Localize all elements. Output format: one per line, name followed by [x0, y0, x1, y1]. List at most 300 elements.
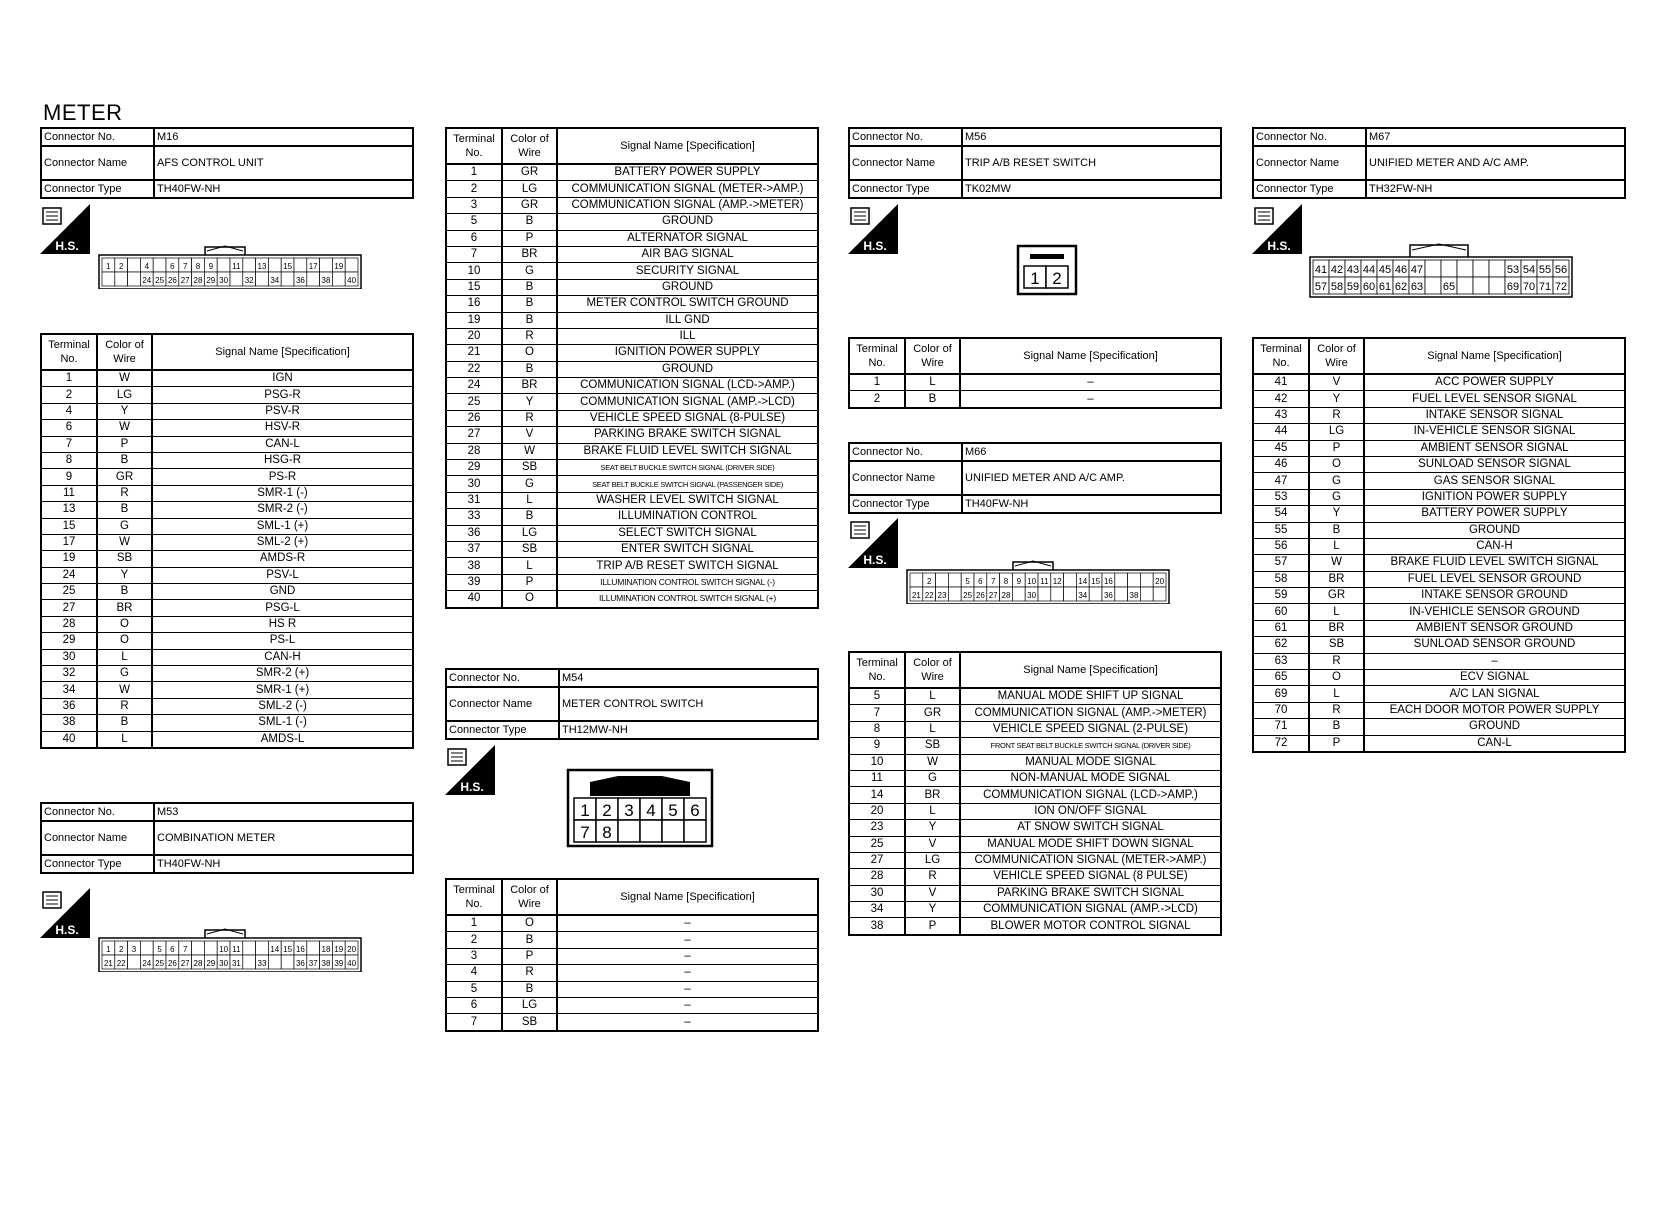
color-of-wire-header: Color of Wire: [502, 128, 557, 164]
signal-name-cell: AMBIENT SENSOR SIGNAL: [1364, 440, 1625, 456]
wire-color-cell: W: [97, 682, 152, 698]
wire-color-cell: Y: [97, 403, 152, 419]
signal-name-cell: SMR-1 (-): [152, 485, 413, 501]
pin-label: 8: [195, 262, 201, 271]
connector-type-value: TH40FW-NH: [154, 855, 413, 873]
terminal-no-cell: 16: [446, 296, 502, 312]
pin-label: 63: [1410, 281, 1424, 293]
pin-label: 2: [118, 262, 124, 271]
connector-face-m66: [905, 558, 1181, 604]
table-row: [849, 374, 1221, 391]
signal-name-cell: SECURITY SIGNAL: [557, 263, 818, 279]
connector-no-value: M53: [154, 803, 413, 821]
connector-name-value: TRIP A/B RESET SWITCH: [962, 146, 1221, 180]
table-row: [446, 574, 818, 590]
wire-color-cell: P: [502, 574, 557, 590]
terminal-no-cell: 29: [446, 460, 502, 476]
pin-label: 7: [990, 577, 996, 586]
pin-label: 20: [1155, 577, 1165, 586]
wire-color-cell: Y: [905, 820, 960, 836]
wire-color-cell: L: [905, 688, 960, 705]
signal-name-cell: SML-2 (-): [152, 698, 413, 714]
table-row: [849, 902, 1221, 918]
wire-color-cell: W: [905, 754, 960, 770]
wire-color-cell: BR: [502, 378, 557, 394]
table-row: [1253, 391, 1625, 407]
harness-side-icon: [40, 204, 90, 254]
table-row: [41, 469, 413, 485]
table-row: [41, 715, 413, 731]
pin-label: 4: [144, 262, 150, 271]
signal-name-cell: BLOWER MOTOR CONTROL SIGNAL: [960, 918, 1221, 935]
wire-color-cell: B: [502, 932, 557, 948]
pin-label: 42: [1330, 264, 1344, 276]
harness-side-icon: [40, 888, 90, 938]
connector-name-label: Connector Name: [41, 146, 154, 180]
pin-label: 40: [347, 959, 357, 968]
signal-name-cell: COMMUNICATION SIGNAL (AMP.->LCD): [557, 394, 818, 410]
terminal-no-header: Terminal No.: [1253, 338, 1309, 374]
table-row: [446, 948, 818, 964]
terminal-no-cell: 7: [446, 1014, 502, 1031]
connector-info-m54: [445, 668, 819, 740]
terminal-no-cell: 5: [446, 981, 502, 997]
terminal-no-cell: 37: [446, 541, 502, 557]
signal-name-cell: AIR BAG SIGNAL: [557, 246, 818, 262]
wire-color-cell: P: [97, 436, 152, 452]
connector-name-value: UNIFIED METER AND A/C AMP.: [962, 461, 1221, 495]
wire-color-cell: L: [905, 721, 960, 737]
terminal-no-cell: 15: [41, 518, 97, 534]
pin-label: 72: [1554, 281, 1568, 293]
terminal-no-header: Terminal No.: [849, 338, 905, 374]
signal-name-cell: COMMUNICATION SIGNAL (AMP.->LCD): [960, 902, 1221, 918]
table-row: [1253, 571, 1625, 587]
table-row: [1253, 686, 1625, 702]
pin-label: 8: [602, 823, 612, 842]
table-row: [41, 600, 413, 616]
table-row: [446, 361, 818, 377]
table-row: [849, 705, 1221, 721]
wire-color-cell: B: [905, 391, 960, 408]
signal-name-cell: PSV-R: [152, 403, 413, 419]
pin-label: 1: [580, 801, 590, 820]
terminal-table-m16: [40, 333, 414, 749]
signal-name-header: Signal Name [Specification]: [960, 338, 1221, 374]
wire-color-cell: BR: [1309, 571, 1364, 587]
table-row: [446, 427, 818, 443]
signal-name-cell: INTAKE SENSOR SIGNAL: [1364, 407, 1625, 423]
connector-name-label: Connector Name: [1253, 146, 1366, 180]
terminal-no-cell: 27: [849, 852, 905, 868]
table-row: [41, 682, 413, 698]
pin-label: 24: [142, 959, 152, 968]
wire-color-cell: B: [502, 279, 557, 295]
signal-name-cell: GROUND: [557, 214, 818, 230]
wire-color-cell: SB: [97, 551, 152, 567]
connector-no-value: M66: [962, 443, 1221, 461]
table-row: [1253, 719, 1625, 735]
wire-color-cell: W: [97, 420, 152, 436]
signal-name-cell: AMDS-L: [152, 731, 413, 748]
signal-name-cell: –: [557, 915, 818, 932]
table-row: [41, 567, 413, 583]
signal-name-cell: PSG-L: [152, 600, 413, 616]
wire-color-cell: SB: [1309, 637, 1364, 653]
connector-no-label: Connector No.: [41, 803, 154, 821]
terminal-no-cell: 7: [41, 436, 97, 452]
pin-label: 2: [602, 801, 612, 820]
connector-no-value: M16: [154, 128, 413, 146]
terminal-no-cell: 15: [446, 279, 502, 295]
signal-name-cell: SEAT BELT BUCKLE SWITCH SIGNAL (PASSENGER SIDE): [557, 476, 818, 492]
terminal-no-cell: 71: [1253, 719, 1309, 735]
terminal-no-cell: 58: [1253, 571, 1309, 587]
table-row: [849, 391, 1221, 408]
pin-label: 57: [1314, 281, 1328, 293]
terminal-no-cell: 19: [446, 312, 502, 328]
pin-label: 6: [690, 801, 700, 820]
table-row: [849, 869, 1221, 885]
terminal-table-m66: [848, 651, 1222, 936]
wire-color-cell: L: [905, 803, 960, 819]
terminal-no-cell: 2: [849, 391, 905, 408]
pin-label: 19: [334, 262, 344, 271]
table-row: [1253, 506, 1625, 522]
table-row: [446, 394, 818, 410]
signal-name-cell: PS-L: [152, 633, 413, 649]
pin-label: 44: [1362, 264, 1376, 276]
connector-no-label: Connector No.: [446, 669, 559, 687]
wire-color-cell: LG: [502, 181, 557, 197]
table-row: [849, 885, 1221, 901]
pin-label: 32: [244, 276, 254, 285]
table-row: [446, 965, 818, 981]
pin-label: 28: [1001, 591, 1011, 600]
terminal-no-cell: 20: [849, 803, 905, 819]
pin-label: 18: [321, 945, 331, 954]
signal-name-cell: SMR-2 (-): [152, 502, 413, 518]
pin-label: 65: [1442, 281, 1456, 293]
pin-label: 36: [295, 959, 305, 968]
table-row: [446, 214, 818, 230]
table-row: [446, 460, 818, 476]
connector-type-label: Connector Type: [849, 495, 962, 513]
terminal-no-cell: 3: [446, 948, 502, 964]
terminal-no-cell: 69: [1253, 686, 1309, 702]
pin-label: 22: [116, 959, 126, 968]
terminal-no-cell: 8: [849, 721, 905, 737]
connector-no-value: M56: [962, 128, 1221, 146]
harness-side-icon: [848, 204, 898, 254]
table-row: [446, 345, 818, 361]
signal-name-cell: CAN-L: [1364, 735, 1625, 752]
wire-color-cell: GR: [1309, 588, 1364, 604]
table-row: [446, 378, 818, 394]
signal-name-cell: ILL: [557, 328, 818, 344]
pin-label: 16: [295, 945, 305, 954]
pin-label: 34: [270, 276, 280, 285]
signal-name-cell: –: [557, 965, 818, 981]
pin-label: 14: [1078, 577, 1088, 586]
connector-type-value: TH40FW-NH: [154, 180, 413, 198]
pin-label: 26: [975, 591, 985, 600]
pin-label: 7: [182, 945, 188, 954]
wire-color-cell: B: [97, 502, 152, 518]
signal-name-cell: GROUND: [557, 279, 818, 295]
terminal-no-cell: 26: [446, 410, 502, 426]
terminal-no-cell: 2: [446, 932, 502, 948]
signal-name-cell: PS-R: [152, 469, 413, 485]
wire-color-cell: R: [1309, 702, 1364, 718]
table-row: [849, 820, 1221, 836]
table-row: [1253, 653, 1625, 669]
signal-name-cell: CAN-H: [1364, 538, 1625, 554]
signal-name-header: Signal Name [Specification]: [152, 334, 413, 370]
pin-label: 12: [1052, 577, 1062, 586]
terminal-table-m56: [848, 337, 1222, 409]
connector-no-value: M67: [1366, 128, 1625, 146]
wire-color-cell: B: [97, 715, 152, 731]
connector-no-value: M54: [559, 669, 818, 687]
signal-name-cell: NON-MANUAL MODE SIGNAL: [960, 770, 1221, 786]
connector-name-label: Connector Name: [849, 146, 962, 180]
table-row: [849, 852, 1221, 868]
terminal-no-header: Terminal No.: [446, 128, 502, 164]
wire-color-cell: P: [502, 230, 557, 246]
signal-name-cell: ENTER SWITCH SIGNAL: [557, 541, 818, 557]
signal-name-cell: TRIP A/B RESET SWITCH SIGNAL: [557, 558, 818, 574]
pin-label: 27: [180, 959, 190, 968]
terminal-no-cell: 1: [446, 915, 502, 932]
terminal-no-cell: 54: [1253, 506, 1309, 522]
table-row: [446, 1014, 818, 1031]
table-row: [41, 649, 413, 665]
connector-no-label: Connector No.: [849, 443, 962, 461]
table-row: [446, 981, 818, 997]
wire-color-cell: LG: [502, 525, 557, 541]
terminal-no-cell: 5: [849, 688, 905, 705]
signal-name-cell: GROUND: [1364, 522, 1625, 538]
hs-label: H.S.: [55, 923, 79, 937]
wire-color-cell: O: [502, 591, 557, 608]
terminal-no-cell: 3: [446, 197, 502, 213]
signal-name-cell: –: [557, 981, 818, 997]
pin-label: 60: [1362, 281, 1376, 293]
terminal-no-cell: 6: [446, 997, 502, 1013]
pin-label: 26: [167, 959, 177, 968]
table-row: [1253, 702, 1625, 718]
pin-label: 71: [1538, 281, 1552, 293]
table-row: [41, 387, 413, 403]
wire-color-cell: P: [1309, 440, 1364, 456]
wire-color-cell: R: [1309, 407, 1364, 423]
table-row: [41, 370, 413, 387]
signal-name-cell: ION ON/OFF SIGNAL: [960, 803, 1221, 819]
wire-color-cell: B: [97, 452, 152, 468]
table-row: [41, 403, 413, 419]
pin-label: 7: [580, 823, 590, 842]
pin-label: 6: [170, 262, 175, 271]
terminal-no-cell: 30: [849, 885, 905, 901]
signal-name-cell: MANUAL MODE SIGNAL: [960, 754, 1221, 770]
wire-color-cell: Y: [502, 394, 557, 410]
connector-type-label: Connector Type: [446, 721, 559, 739]
pin-label: 36: [295, 276, 305, 285]
terminal-no-cell: 10: [446, 263, 502, 279]
signal-name-cell: CAN-H: [152, 649, 413, 665]
table-row: [1253, 620, 1625, 636]
pin-label: 43: [1346, 264, 1360, 276]
pin-label: 15: [1091, 577, 1101, 586]
signal-name-cell: –: [960, 391, 1221, 408]
table-row: [446, 410, 818, 426]
pin-label: 20: [347, 945, 357, 954]
table-row: [849, 688, 1221, 705]
pin-label: 38: [321, 276, 331, 285]
table-row: [849, 721, 1221, 737]
wire-color-cell: G: [97, 518, 152, 534]
connector-no-label: Connector No.: [41, 128, 154, 146]
terminal-no-cell: 7: [849, 705, 905, 721]
pin-label: 54: [1522, 264, 1536, 276]
terminal-no-cell: 33: [446, 509, 502, 525]
wire-color-cell: B: [502, 296, 557, 312]
signal-name-cell: –: [1364, 653, 1625, 669]
signal-name-cell: COMMUNICATION SIGNAL (AMP.->METER): [557, 197, 818, 213]
wire-color-cell: G: [502, 263, 557, 279]
signal-name-cell: PSV-L: [152, 567, 413, 583]
wire-color-cell: R: [97, 698, 152, 714]
wire-color-cell: B: [502, 312, 557, 328]
wire-color-cell: G: [502, 476, 557, 492]
signal-name-cell: EACH DOOR MOTOR POWER SUPPLY: [1364, 702, 1625, 718]
pin-label: 9: [1016, 577, 1022, 586]
pin-label: 28: [193, 959, 203, 968]
terminal-no-cell: 6: [41, 420, 97, 436]
signal-name-cell: BATTERY POWER SUPPLY: [557, 164, 818, 181]
harness-side-icon: [1252, 204, 1302, 254]
signal-name-cell: –: [557, 948, 818, 964]
connector-face-m56: [1016, 244, 1078, 296]
terminal-table-m67: [1252, 337, 1626, 753]
terminal-no-cell: 1: [41, 370, 97, 387]
hs-label: H.S.: [460, 780, 484, 794]
table-row: [1253, 604, 1625, 620]
signal-name-cell: SML-2 (+): [152, 534, 413, 550]
table-row: [41, 584, 413, 600]
table-row: [41, 518, 413, 534]
table-row: [41, 502, 413, 518]
pin-label: 7: [182, 262, 188, 271]
wire-color-cell: SB: [905, 738, 960, 754]
signal-name-cell: IGNITION POWER SUPPLY: [557, 345, 818, 361]
pin-label: 28: [193, 276, 203, 285]
pin-label: 3: [131, 945, 137, 954]
pin-label: 59: [1346, 281, 1360, 293]
terminal-no-cell: 38: [41, 715, 97, 731]
connector-info-m56: [848, 127, 1222, 199]
connector-info-m67: [1252, 127, 1626, 199]
signal-name-header: Signal Name [Specification]: [557, 879, 818, 915]
terminal-no-cell: 2: [41, 387, 97, 403]
table-row: [41, 436, 413, 452]
wire-color-cell: L: [502, 558, 557, 574]
signal-name-cell: WASHER LEVEL SWITCH SIGNAL: [557, 492, 818, 508]
wire-color-cell: Y: [905, 902, 960, 918]
signal-name-cell: –: [557, 1014, 818, 1031]
hs-label: H.S.: [863, 553, 887, 567]
color-of-wire-header: Color of Wire: [502, 879, 557, 915]
terminal-no-cell: 34: [849, 902, 905, 918]
pin-label: 5: [668, 801, 678, 820]
wire-color-cell: B: [1309, 522, 1364, 538]
pin-label: 30: [219, 959, 229, 968]
wire-color-cell: G: [97, 666, 152, 682]
pin-label: 58: [1330, 281, 1344, 293]
wire-color-cell: O: [97, 633, 152, 649]
terminal-no-cell: 65: [1253, 670, 1309, 686]
connector-face-m54: [566, 768, 716, 850]
table-row: [1253, 538, 1625, 554]
signal-name-cell: HSG-R: [152, 452, 413, 468]
pin-label: 55: [1538, 264, 1552, 276]
terminal-no-cell: 32: [41, 666, 97, 682]
wire-color-cell: R: [97, 485, 152, 501]
wire-color-cell: Y: [97, 567, 152, 583]
wire-color-cell: Y: [1309, 506, 1364, 522]
wire-color-cell: B: [502, 509, 557, 525]
terminal-no-cell: 4: [41, 403, 97, 419]
terminal-no-cell: 7: [446, 246, 502, 262]
terminal-no-cell: 40: [41, 731, 97, 748]
pin-label: 11: [1040, 577, 1049, 586]
connector-info-m53: [40, 802, 414, 874]
pin-label: 29: [206, 959, 216, 968]
table-row: [446, 997, 818, 1013]
wire-color-cell: L: [1309, 686, 1364, 702]
wire-color-cell: B: [502, 361, 557, 377]
terminal-no-cell: 61: [1253, 620, 1309, 636]
pin-label: 1: [1030, 269, 1040, 288]
table-row: [849, 770, 1221, 786]
wire-color-cell: W: [97, 534, 152, 550]
wire-color-cell: B: [97, 584, 152, 600]
wire-color-cell: SB: [502, 541, 557, 557]
pin-label: 9: [208, 262, 214, 271]
connector-name-label: Connector Name: [446, 687, 559, 721]
connector-no-label: Connector No.: [849, 128, 962, 146]
connector-no-label: Connector No.: [1253, 128, 1366, 146]
connector-type-label: Connector Type: [41, 180, 154, 198]
wire-color-cell: G: [1309, 489, 1364, 505]
table-row: [446, 558, 818, 574]
table-row: [1253, 473, 1625, 489]
table-row: [446, 197, 818, 213]
connector-info-m16: [40, 127, 414, 199]
terminal-no-cell: 38: [849, 918, 905, 935]
signal-name-cell: VEHICLE SPEED SIGNAL (2-PULSE): [960, 721, 1221, 737]
signal-name-cell: ALTERNATOR SIGNAL: [557, 230, 818, 246]
table-row: [1253, 374, 1625, 391]
connector-name-label: Connector Name: [849, 461, 962, 495]
pin-label: 2: [926, 577, 932, 586]
wire-color-cell: O: [502, 345, 557, 361]
connector-name-value: METER CONTROL SWITCH: [559, 687, 818, 721]
signal-name-header: Signal Name [Specification]: [1364, 338, 1625, 374]
pin-label: 21: [911, 591, 921, 600]
table-row: [849, 803, 1221, 819]
